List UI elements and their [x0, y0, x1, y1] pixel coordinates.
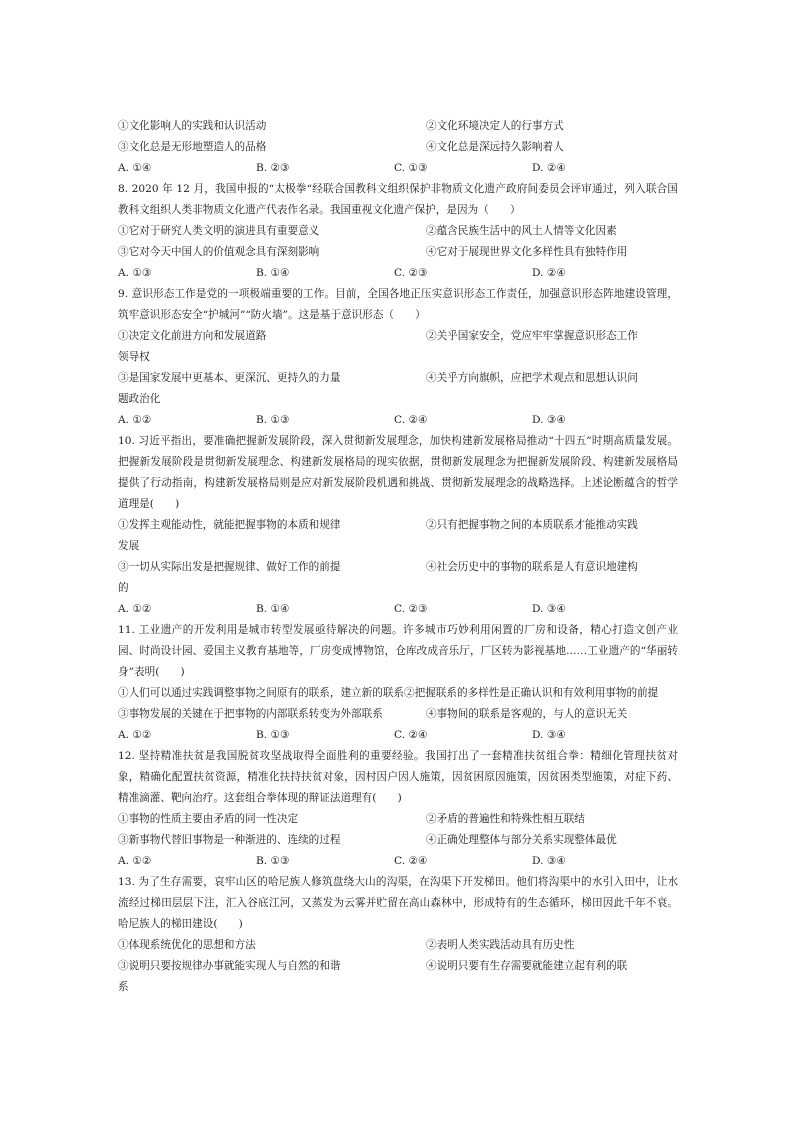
q12-option-c: C. ②④	[394, 855, 428, 867]
q9-option-b: B. ①③	[256, 414, 290, 426]
q12-choice-3: ③新事物代替旧事物是一种渐进的、连续的过程	[118, 834, 341, 846]
q9-choice-3: ③是国家发展中更基本、更深沉、更持久的力量	[118, 372, 341, 384]
q10-choice-1: ①发挥主观能动性，就能把握事物的本质和规律	[118, 519, 341, 531]
q12-choice-row-2	[118, 830, 678, 851]
q8-choice-row-2	[118, 242, 678, 263]
q13-stem: 13. 为了生存需要，哀牢山区的哈尼族人修筑盘绕大山的沟渠，在沟渠下开发梯田。他们将沟渠中的水引入田中，让水流经过梯田层层下注，汇入谷底江河，又蒸发为云雾并贮留在高山森林中，形成特有的生态循环，梯田因此千年不衰。哈尼族人的梯田建设( )	[118, 876, 678, 930]
q9-option-c: C. ②④	[394, 414, 428, 426]
q13-choice-2: ②表明人类实践活动具有历史性	[426, 939, 575, 951]
q12-choice-2: ②矛盾的普遍性和特殊性相互联结	[426, 813, 585, 825]
q7-option-b: B. ②③	[256, 162, 290, 174]
q11-options	[118, 725, 678, 746]
q13-choice-4: ④说明只要有生存需要就能建立起有利的联	[426, 960, 628, 972]
q10-option-c: C. ②③	[394, 603, 428, 615]
q11-option-c: C. ②④	[394, 729, 428, 741]
q8-options	[118, 263, 678, 284]
q10-stem: 10. 习近平指出，要准确把握新发展阶段，深入贯彻新发展理念，加快构建新发展格局推动“十四五”时期高质量发展。把握新发展阶段是贯彻新发展理念、构建新发展格局的现实依据，贯彻新发展理念为把握新发展阶段、构建新发展格局提供了行动指南，构建新发展格局则是应对新发展阶段机遇和挑战、贯彻新发展理念的战略选择。上述论断蕴含的哲学道理是( )	[118, 435, 678, 510]
q12-option-a: A. ①②	[118, 855, 152, 867]
q9-choice-4-cont: 题政治化	[118, 393, 161, 405]
q13-choice-3: ③说明只要按规律办事就能实现人与自然的和谐	[118, 960, 341, 972]
q10-option-d: D. ③④	[532, 603, 566, 615]
q12-option-b: B. ①③	[256, 855, 290, 867]
q8-option-c: C. ②③	[394, 267, 428, 279]
q9-options	[118, 410, 678, 431]
q11-stem: 11. 工业遗产的开发利用是城市转型发展亟待解决的问题。许多城市巧妙利用闲置的厂房和设备，精心打造文创产业园、时尚设计园、爱国主义教育基地等，厂房变成博物馆，仓库改成音乐厅，厂区转为影视基地……工业遗产的“华丽转身”表明( )	[118, 624, 678, 678]
q8-choice-4: ④它对于展现世界文化多样性具有独特作用	[426, 246, 628, 258]
q8-choice-1: ①它对于研究人类文明的演进具有重要意义	[118, 225, 320, 237]
q7-choice-4: ④文化总是深远持久影响着人	[426, 141, 564, 153]
q8-choice-2: ②蕴含民族生活中的风土人情等文化因素	[426, 225, 617, 237]
q8-option-a: A. ①③	[118, 267, 152, 279]
q7-choice-row-2	[118, 137, 678, 158]
q8-stem: 8. 2020 年 12 月，我国申报的“太极拳“经联合国教科文组织保护非物质文化遗产政府间委员会评审通过，列入联合国教科文组织人类非物质文化遗产代表作名录。我国重视文化遗产保护，是因为（ ）	[118, 183, 678, 216]
q8-choice-3: ③它对今天中国人的价值观念具有深刻影响	[118, 246, 320, 258]
q8-option-b: B. ①④	[256, 267, 290, 279]
q7-choice-row-1	[118, 116, 678, 137]
q13-choice-4-cont: 系	[118, 981, 129, 993]
q13-choice-1: ①体现系统优化的思想和方法	[118, 939, 256, 951]
q10-options	[118, 599, 678, 620]
q9-choice-2: ②关乎国家安全，党应牢牢掌握意识形态工作	[426, 330, 638, 342]
q12-choice-row-1	[118, 809, 678, 830]
q10-choice-row-2	[118, 557, 678, 578]
q10-choice-2-cont: 发展	[118, 540, 140, 552]
q12-choice-1: ①事物的性质主要由矛盾的同一性决定	[118, 813, 299, 825]
q7-option-c: C. ①③	[394, 162, 428, 174]
q11-choice-row-2	[118, 704, 678, 725]
q10-choice-row-1	[118, 515, 678, 536]
q9-choice-2-cont: 领导权	[118, 351, 150, 363]
q7-choice-2: ②文化环境决定人的行事方式	[426, 120, 564, 132]
q9-choice-row-2	[118, 368, 678, 389]
q7-choice-1: ①文化影响人的实践和认识活动	[118, 120, 267, 132]
q9-stem: 9. 意识形态工作是党的一项极端重要的工作。目前，全国各地正压实意识形态工作责任，加强意识形态阵地建设管理，筑牢意识形态安全“护城河”“防火墙”。这是基于意识形态（ ）	[118, 288, 678, 321]
q12-choice-4: ④正确处理整体与部分关系实现整体最优	[426, 834, 617, 846]
q12-stem: 12. 坚持精准扶贫是我国脱贫攻坚战取得全面胜利的重要经验。我国打出了一套精准扶贫组合拳：精细化管理扶贫对象，精确化配置扶贫资源，精准化扶持扶贫对象，因村因户因人施策，因贫困原因施策，因贫困类型施策，对症下药、精准滴灌、靶向治疗。这套组合拳体现的辩证法道理有( )	[118, 750, 678, 804]
q9-option-d: D. ③④	[532, 414, 566, 426]
q11-choice-4: ④事物间的联系是客观的，与人的意识无关	[426, 708, 628, 720]
q7-option-d: D. ②④	[532, 162, 566, 174]
q12-options	[118, 851, 678, 872]
q7-option-a: A. ①④	[118, 162, 152, 174]
q11-choice-3: ③事物发展的关键在于把事物的内部联系转变为外部联系	[118, 708, 383, 720]
q11-option-d: D. ③④	[532, 729, 566, 741]
q10-choice-3: ③一切从实际出发是把握规律、做好工作的前提	[118, 561, 341, 573]
q13-choice-row-2	[118, 956, 678, 977]
q8-option-d: D. ②④	[532, 267, 566, 279]
q7-choice-3: ③文化总是无形地塑造人的品格	[118, 141, 267, 153]
q10-option-b: B. ①④	[256, 603, 290, 615]
q10-choice-2: ②只有把握事物之间的本质联系才能推动实践	[426, 519, 638, 531]
q7-options	[118, 158, 678, 179]
q11-choice-1-2: ①人们可以通过实践调整事物之间原有的联系，建立新的联系②把握联系的多样性是正确认识和有效利用事物的前提	[118, 687, 659, 699]
q9-choice-row-1	[118, 326, 678, 347]
q11-option-a: A. ①②	[118, 729, 152, 741]
q8-choice-row-1	[118, 221, 678, 242]
q10-option-a: A. ①②	[118, 603, 152, 615]
q9-choice-4: ④关乎方向旗帜，应把学术观点和思想认识问	[426, 372, 638, 384]
q9-choice-1: ①决定文化前进方向和发展道路	[118, 330, 267, 342]
q10-choice-4-cont: 的	[118, 582, 129, 594]
q10-choice-4: ④社会历史中的事物的联系是人有意识地建构	[426, 561, 638, 573]
q11-option-b: B. ①③	[256, 729, 290, 741]
q12-option-d: D. ③④	[532, 855, 566, 867]
q9-option-a: A. ①②	[118, 414, 152, 426]
q13-choice-row-1	[118, 935, 678, 956]
exam-page	[118, 116, 678, 998]
